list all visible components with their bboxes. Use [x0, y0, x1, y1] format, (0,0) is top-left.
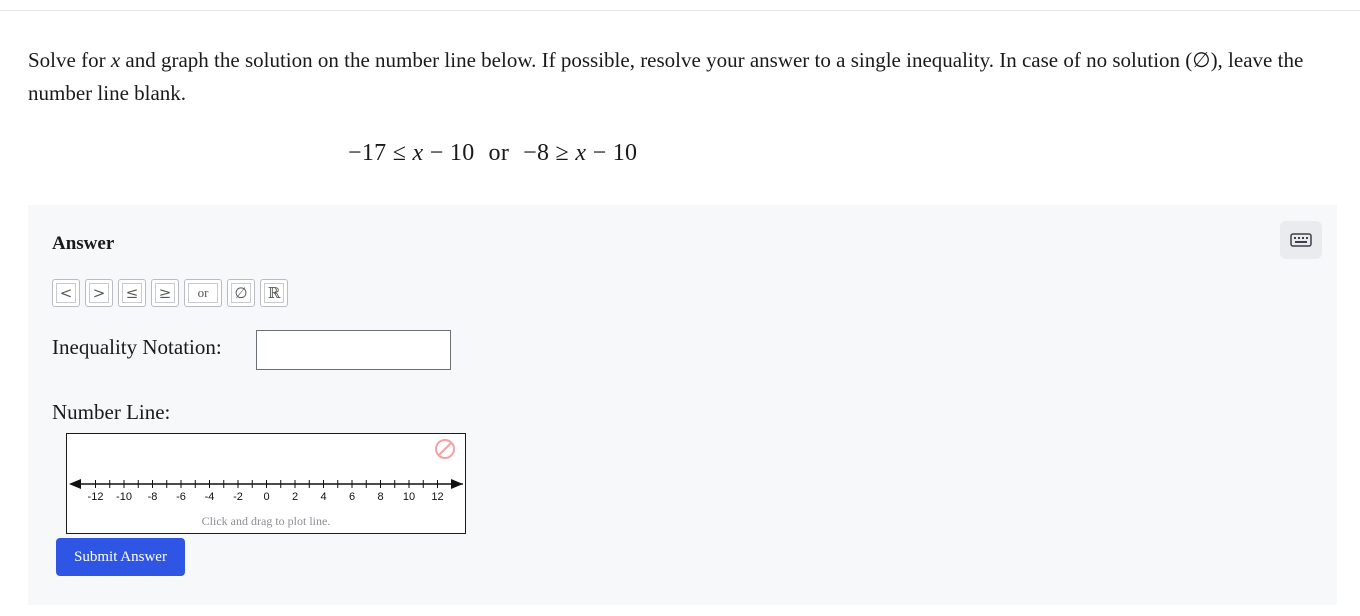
equation-connector: or: [488, 140, 510, 166]
tick-label: -8: [147, 491, 158, 503]
submit-answer-button[interactable]: Submit Answer: [56, 538, 185, 576]
no-entry-icon[interactable]: [436, 440, 454, 458]
equation-right-rest: − 10: [586, 140, 638, 166]
equation-left-rest: − 10: [423, 140, 475, 166]
question-variable: x: [110, 48, 121, 72]
equation-right: −8 ≥: [523, 140, 576, 166]
keyboard-toggle-button[interactable]: [1280, 221, 1322, 259]
answer-label: Answer: [52, 233, 115, 254]
equation-left: −17 ≤: [348, 140, 413, 166]
tick-label: 4: [320, 491, 327, 503]
tick-label: 6: [348, 491, 356, 503]
empty-set-button[interactable]: ∅: [227, 279, 255, 307]
left-arrow-icon: [69, 479, 81, 489]
keyboard-icon: [1290, 233, 1312, 247]
tick-label: -2: [233, 491, 243, 503]
number-line-hint: Click and drag to plot line.: [201, 514, 331, 528]
right-arrow-icon: [451, 479, 463, 489]
inequality-label: Inequality Notation:: [52, 335, 222, 359]
symbol-toolbar: [52, 279, 288, 307]
less-equal-button[interactable]: ≤: [118, 279, 146, 307]
equation-left-var: x: [412, 140, 424, 166]
inequality-input[interactable]: [256, 330, 451, 370]
greater-than-button[interactable]: >: [85, 279, 113, 307]
tick-label: -10: [116, 491, 132, 503]
tick-label: -6: [176, 491, 186, 503]
tick-label: 10: [402, 491, 416, 503]
tick-label: 8: [377, 491, 384, 503]
tick-label: -12: [87, 491, 104, 503]
equation-right-var: x: [575, 140, 587, 166]
tick-label: 2: [291, 491, 299, 503]
tick-label: 12: [431, 491, 444, 503]
number-line-label: Number Line:: [52, 400, 171, 424]
question-part2: and graph the solution on the number line below. If possible, resolve your answer to a single inequality. In case of no solution (∅), leave the number line blank.: [28, 48, 1304, 105]
number-line-widget[interactable]: [66, 433, 466, 534]
tick-label: 0: [263, 491, 270, 503]
question-text: [28, 44, 1328, 110]
or-button[interactable]: or: [184, 279, 222, 307]
tick-label: -4: [204, 491, 215, 503]
number-line-canvas[interactable]: [67, 434, 465, 533]
equation: [348, 140, 637, 167]
real-numbers-button[interactable]: ℝ: [260, 279, 288, 307]
question-part1: Solve for: [28, 48, 111, 72]
top-divider: [0, 10, 1360, 11]
less-than-button[interactable]: <: [52, 279, 80, 307]
greater-equal-button[interactable]: ≥: [151, 279, 179, 307]
answer-panel: [28, 205, 1337, 605]
